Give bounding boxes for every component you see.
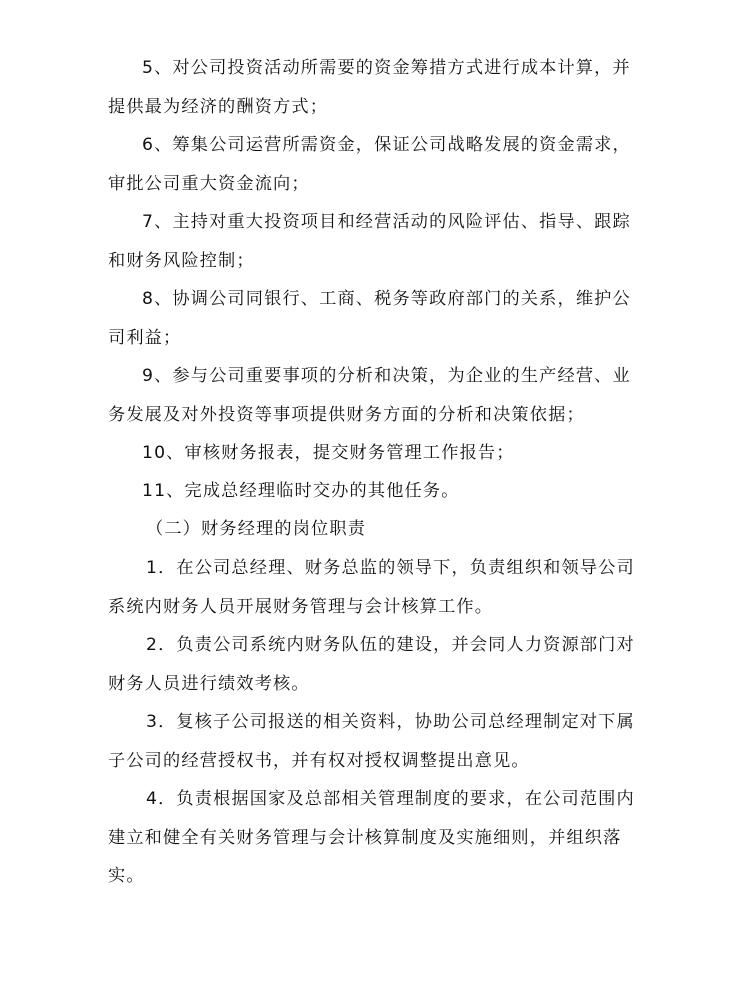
paragraph-item-7: 7、主持对重大投资项目和经营活动的风险评估、指导、跟踪和财务风险控制；	[108, 212, 631, 271]
paragraph-item-11: 11、完成总经理临时交办的其他任务。	[142, 481, 460, 501]
paragraph-item-9: 9、参与公司重要事项的分析和决策，为企业的生产经营、业务发展及对外投资等事项提供财务方面的分析和决策依据；	[108, 366, 631, 425]
duty-item-1: 1．在公司总经理、财务总监的领导下，负责组织和领导公司系统内财务人员开展财务管理与会计核算工作。	[108, 558, 635, 617]
section-heading: （二）财务经理的岗位职责	[146, 519, 367, 539]
duty-item-2: 2．负责公司系统内财务队伍的建设，并会同人力资源部门对财务人员进行绩效考核。	[108, 635, 635, 694]
duty-item-3: 3．复核子公司报送的相关资料，协助公司总经理制定对下属子公司的经营授权书，并有权对授权调整提出意见。	[108, 712, 635, 771]
paragraph-item-10: 10、审核财务报表，提交财务管理工作报告；	[142, 443, 515, 463]
duty-item-4: 4．负责根据国家及总部相关管理制度的要求，在公司范围内建立和健全有关财务管理与会计核算制度及实施细则，并组织落实。	[108, 789, 635, 886]
paragraph-item-5: 5、对公司投资活动所需要的资金筹措方式进行成本计算，并提供最为经济的酬资方式；	[108, 58, 631, 117]
paragraph-item-8: 8、协调公司同银行、工商、税务等政府部门的关系，维护公司利益；	[108, 289, 631, 348]
paragraph-item-6: 6、筹集公司运营所需资金，保证公司战略发展的资金需求，审批公司重大资金流向；	[108, 135, 631, 194]
